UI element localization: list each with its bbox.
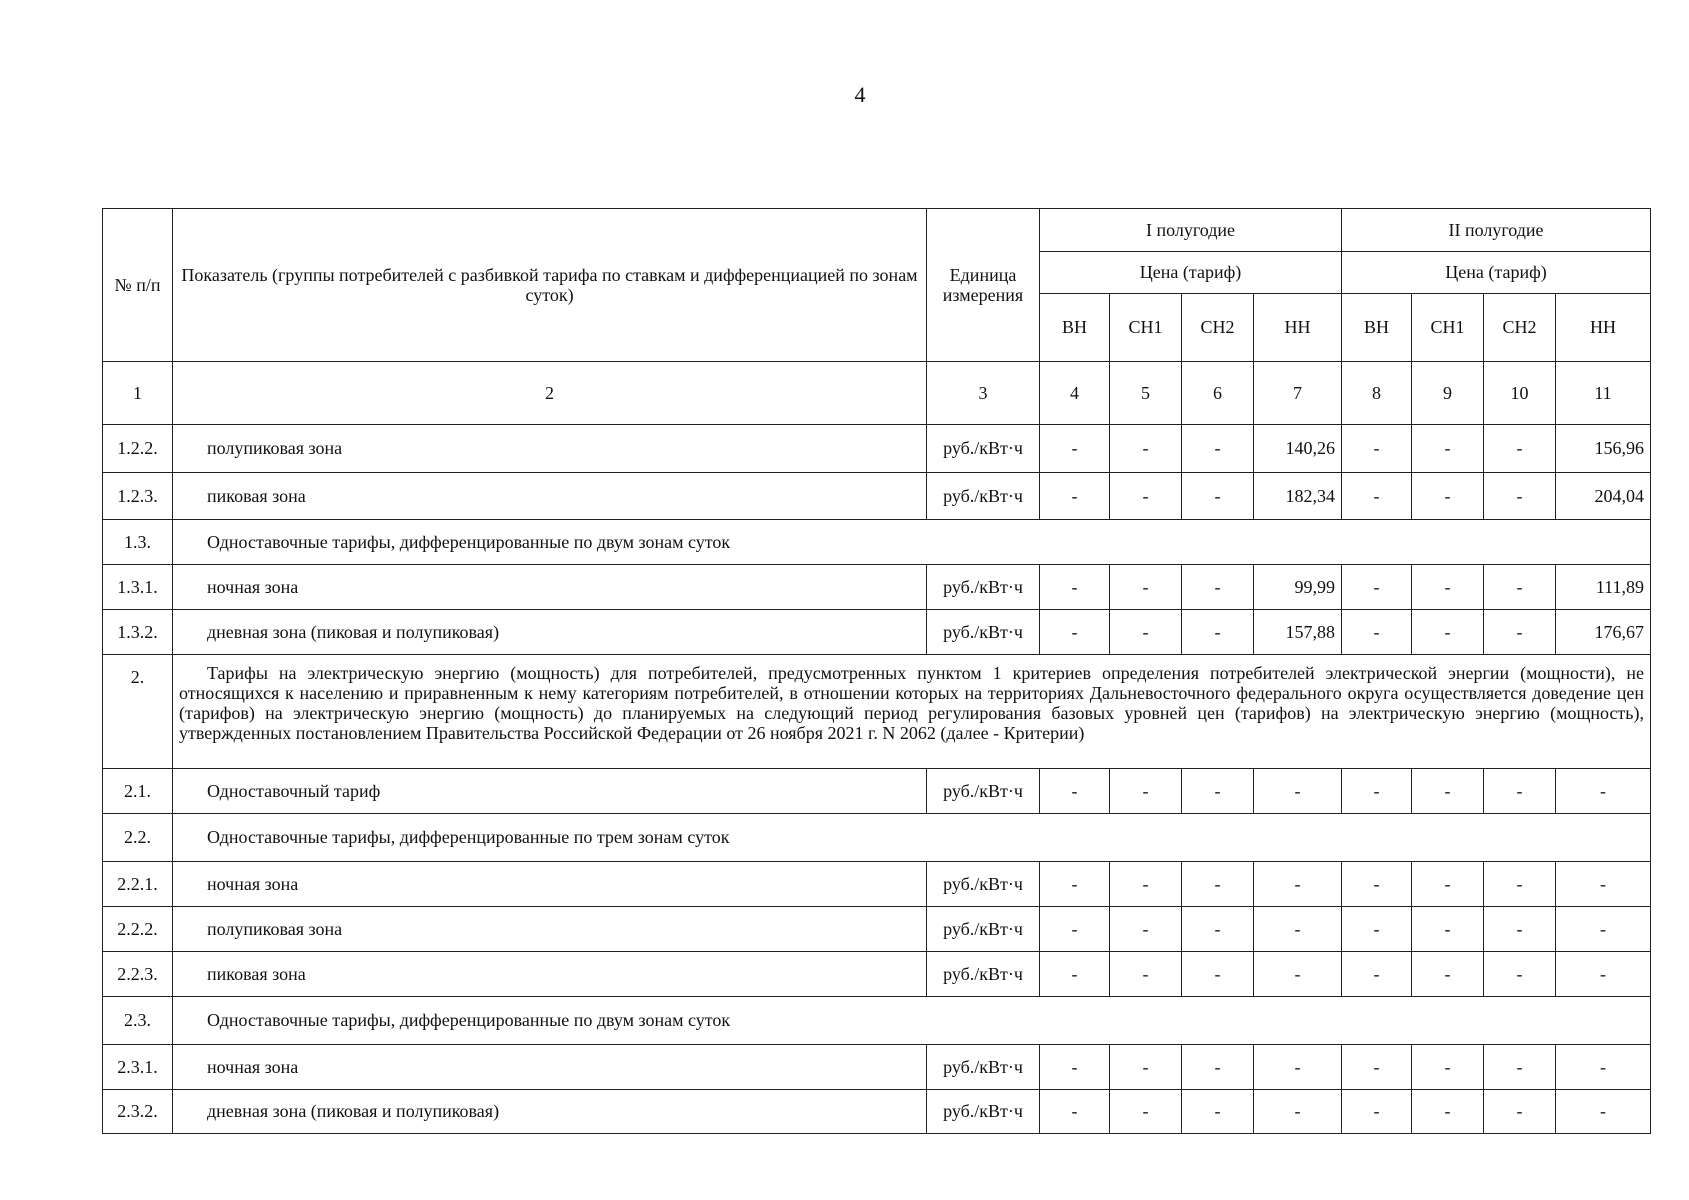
- tariff-value-cell: -: [1484, 425, 1556, 473]
- tariff-value-cell: -: [1182, 473, 1254, 520]
- header-level: СН1: [1412, 294, 1484, 362]
- tariff-value-cell: -: [1182, 1090, 1254, 1134]
- tariff-value-cell: -: [1182, 1045, 1254, 1090]
- tariff-value-cell: -: [1040, 1045, 1110, 1090]
- tariff-value-cell: 99,99: [1254, 565, 1342, 610]
- tariff-value-cell: -: [1556, 862, 1651, 907]
- column-number: 11: [1556, 362, 1651, 425]
- row-name: Одноставочный тариф: [173, 769, 927, 814]
- header-level: ВН: [1342, 294, 1412, 362]
- table-row: [103, 610, 1651, 655]
- tariff-value-cell: 182,34: [1254, 473, 1342, 520]
- column-number: 3: [927, 362, 1040, 425]
- tariff-value-cell: -: [1412, 952, 1484, 997]
- row-name: полупиковая зона: [173, 425, 927, 473]
- tariff-value-cell: -: [1342, 769, 1412, 814]
- table-row: [103, 655, 1651, 769]
- tariff-value-cell: 156,96: [1556, 425, 1651, 473]
- row-number: 2.2.2.: [103, 907, 173, 952]
- row-unit: руб./кВт·ч: [927, 473, 1040, 520]
- tariff-value-cell: 204,04: [1556, 473, 1651, 520]
- tariff-value-cell: -: [1556, 1090, 1651, 1134]
- tariff-value-cell: -: [1412, 565, 1484, 610]
- row-number: 2.2.: [103, 814, 173, 862]
- tariff-value-cell: -: [1182, 862, 1254, 907]
- tariff-value-cell: 157,88: [1254, 610, 1342, 655]
- row-unit: руб./кВт·ч: [927, 425, 1040, 473]
- column-number: 1: [103, 362, 173, 425]
- row-unit: руб./кВт·ч: [927, 952, 1040, 997]
- tariff-value-cell: -: [1412, 1045, 1484, 1090]
- tariff-value-cell: 176,67: [1556, 610, 1651, 655]
- tariff-value-cell: -: [1110, 952, 1182, 997]
- table-row: [103, 862, 1651, 907]
- tariff-value-cell: -: [1040, 862, 1110, 907]
- tariff-value-cell: -: [1040, 610, 1110, 655]
- header-level: СН2: [1182, 294, 1254, 362]
- column-number: 4: [1040, 362, 1110, 425]
- table-row: [103, 814, 1651, 862]
- table-row: [103, 1090, 1651, 1134]
- table-row: [103, 473, 1651, 520]
- page-number: 4: [854, 82, 866, 107]
- tariff-value-cell: -: [1342, 473, 1412, 520]
- tariff-value-cell: -: [1342, 1090, 1412, 1134]
- row-name: пиковая зона: [173, 473, 927, 520]
- column-number: 8: [1342, 362, 1412, 425]
- table-row: [103, 952, 1651, 997]
- row-name: пиковая зона: [173, 952, 927, 997]
- header-level: ВН: [1040, 294, 1110, 362]
- row-name: ночная зона: [173, 1045, 927, 1090]
- tariff-value-cell: -: [1040, 952, 1110, 997]
- tariff-value-cell: -: [1342, 425, 1412, 473]
- tariff-value-cell: -: [1110, 565, 1182, 610]
- tariff-value-cell: -: [1412, 425, 1484, 473]
- row-name: дневная зона (пиковая и полупиковая): [173, 1090, 927, 1134]
- tariff-value-cell: -: [1182, 565, 1254, 610]
- tariff-value-cell: -: [1484, 565, 1556, 610]
- column-number: 6: [1182, 362, 1254, 425]
- header-price-1: Цена (тариф): [1040, 252, 1342, 294]
- tariff-value-cell: -: [1040, 473, 1110, 520]
- tariff-value-cell: -: [1040, 907, 1110, 952]
- column-number: 10: [1484, 362, 1556, 425]
- tariff-value-cell: -: [1110, 769, 1182, 814]
- tariff-value-cell: -: [1254, 862, 1342, 907]
- row-name: ночная зона: [173, 862, 927, 907]
- table-row: [103, 425, 1651, 473]
- section-description: Тарифы на электрическую энергию (мощность) для потребителей, предусмотренных пунктом 1 критериев определения потребителей электрической энергии (мощности), не относящихся к населению и приравненным к нему категориям потребителей, в отношении которых на территориях Дальневосточного федерального округа осуществляется доведение цен (тарифов) на электрическую энергию (мощность) до планируемых на следующий период регулирования базовых уровней цен (тарифов) на электрическую энергию (мощность), утвержденных постановлением Правительства Российской Федерации от 26 ноября 2021 г. N 2062 (далее - Критерии): [173, 655, 1651, 769]
- tariff-value-cell: -: [1040, 425, 1110, 473]
- tariff-value-cell: -: [1484, 473, 1556, 520]
- tariff-value-cell: -: [1040, 565, 1110, 610]
- section-title: Одноставочные тарифы, дифференцированные по двум зонам суток: [173, 520, 1651, 565]
- header-level: НН: [1556, 294, 1651, 362]
- column-number: 5: [1110, 362, 1182, 425]
- tariff-value-cell: -: [1556, 1045, 1651, 1090]
- tariff-value-cell: -: [1484, 862, 1556, 907]
- tariff-value-cell: -: [1342, 952, 1412, 997]
- tariff-value-cell: -: [1254, 1045, 1342, 1090]
- tariff-value-cell: -: [1412, 769, 1484, 814]
- row-number: 2.2.1.: [103, 862, 173, 907]
- table-row: [103, 769, 1651, 814]
- header-half-1: I полугодие: [1040, 209, 1342, 252]
- table-row: [103, 520, 1651, 565]
- tariff-value-cell: -: [1110, 473, 1182, 520]
- tariff-value-cell: -: [1342, 610, 1412, 655]
- header-price-2: Цена (тариф): [1342, 252, 1651, 294]
- row-number: 2.3.1.: [103, 1045, 173, 1090]
- tariff-value-cell: -: [1110, 862, 1182, 907]
- header-col-indicator: Показатель (группы потребителей с разбивкой тарифа по ставкам и дифференциацией по зонам суток): [173, 209, 927, 362]
- tariff-value-cell: -: [1342, 907, 1412, 952]
- header-col-unit: Единица измерения: [927, 209, 1040, 362]
- tariff-value-cell: -: [1484, 769, 1556, 814]
- table-row: [103, 997, 1651, 1045]
- tariff-value-cell: -: [1412, 907, 1484, 952]
- tariff-value-cell: -: [1040, 769, 1110, 814]
- column-number: 9: [1412, 362, 1484, 425]
- section-title: Одноставочные тарифы, дифференцированные по трем зонам суток: [173, 814, 1651, 862]
- row-number: 2.3.2.: [103, 1090, 173, 1134]
- tariff-value-cell: -: [1182, 425, 1254, 473]
- header-half-2: II полугодие: [1342, 209, 1651, 252]
- header-level: СН2: [1484, 294, 1556, 362]
- tariff-value-cell: -: [1182, 952, 1254, 997]
- tariff-value-cell: -: [1412, 473, 1484, 520]
- tariff-value-cell: -: [1342, 862, 1412, 907]
- tariff-table: [102, 208, 1651, 1134]
- tariff-value-cell: 140,26: [1254, 425, 1342, 473]
- tariff-value-cell: -: [1110, 1045, 1182, 1090]
- tariff-value-cell: -: [1342, 1045, 1412, 1090]
- row-number: 2.: [103, 655, 173, 769]
- tariff-value-cell: -: [1484, 1045, 1556, 1090]
- tariff-value-cell: 111,89: [1556, 565, 1651, 610]
- tariff-value-cell: -: [1484, 952, 1556, 997]
- tariff-value-cell: -: [1110, 1090, 1182, 1134]
- header-row-halves: [103, 209, 1651, 252]
- row-number: 1.3.2.: [103, 610, 173, 655]
- tariff-value-cell: -: [1342, 565, 1412, 610]
- tariff-value-cell: -: [1254, 769, 1342, 814]
- tariff-value-cell: -: [1484, 907, 1556, 952]
- row-number: 2.1.: [103, 769, 173, 814]
- tariff-value-cell: -: [1110, 907, 1182, 952]
- row-unit: руб./кВт·ч: [927, 907, 1040, 952]
- tariff-value-cell: -: [1110, 425, 1182, 473]
- tariff-value-cell: -: [1182, 769, 1254, 814]
- tariff-value-cell: -: [1182, 610, 1254, 655]
- column-number: 2: [173, 362, 927, 425]
- tariff-value-cell: -: [1484, 610, 1556, 655]
- row-unit: руб./кВт·ч: [927, 610, 1040, 655]
- table-row: [103, 565, 1651, 610]
- row-name: полупиковая зона: [173, 907, 927, 952]
- tariff-value-cell: -: [1556, 769, 1651, 814]
- row-unit: руб./кВт·ч: [927, 1090, 1040, 1134]
- header-row-numbers: [103, 362, 1651, 425]
- tariff-value-cell: -: [1484, 1090, 1556, 1134]
- row-unit: руб./кВт·ч: [927, 769, 1040, 814]
- row-number: 1.2.3.: [103, 473, 173, 520]
- tariff-value-cell: -: [1254, 1090, 1342, 1134]
- tariff-value-cell: -: [1040, 1090, 1110, 1134]
- tariff-value-cell: -: [1412, 862, 1484, 907]
- table-row: [103, 907, 1651, 952]
- tariff-value-cell: -: [1110, 610, 1182, 655]
- row-unit: руб./кВт·ч: [927, 565, 1040, 610]
- row-number: 2.3.: [103, 997, 173, 1045]
- table-row: [103, 1045, 1651, 1090]
- row-number: 1.3.1.: [103, 565, 173, 610]
- header-level: НН: [1254, 294, 1342, 362]
- tariff-value-cell: -: [1556, 952, 1651, 997]
- row-name: дневная зона (пиковая и полупиковая): [173, 610, 927, 655]
- tariff-value-cell: -: [1254, 907, 1342, 952]
- row-number: 1.3.: [103, 520, 173, 565]
- row-unit: руб./кВт·ч: [927, 862, 1040, 907]
- tariff-value-cell: -: [1412, 610, 1484, 655]
- row-number: 2.2.3.: [103, 952, 173, 997]
- header-col-no: № п/п: [103, 209, 173, 362]
- header-level: СН1: [1110, 294, 1182, 362]
- section-title: Одноставочные тарифы, дифференцированные по двум зонам суток: [173, 997, 1651, 1045]
- row-number: 1.2.2.: [103, 425, 173, 473]
- row-unit: руб./кВт·ч: [927, 1045, 1040, 1090]
- tariff-value-cell: -: [1182, 907, 1254, 952]
- tariff-value-cell: -: [1254, 952, 1342, 997]
- tariff-value-cell: -: [1412, 1090, 1484, 1134]
- row-name: ночная зона: [173, 565, 927, 610]
- column-number: 7: [1254, 362, 1342, 425]
- tariff-value-cell: -: [1556, 907, 1651, 952]
